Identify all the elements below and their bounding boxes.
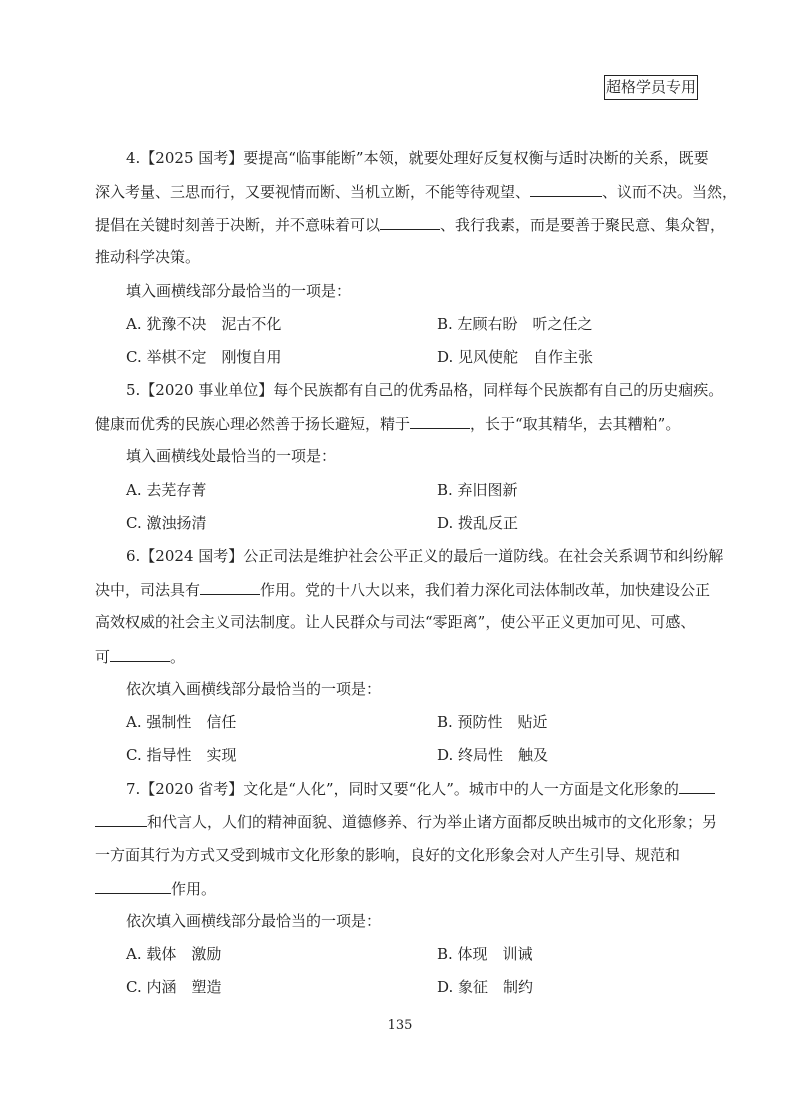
question-5-option-d: D. 拨乱反正 [437, 514, 519, 532]
question-7-option-b: B. 体现 训诫 [437, 945, 533, 963]
question-4-option-a: A. 犹豫不决 泥古不化 [126, 315, 282, 333]
question-7-line-1 [126, 778, 715, 799]
question-4-line-2-text-b: 、议而不决。当然， [602, 183, 738, 201]
question-7-line-3: 一方面其行为方式又受到城市文化形象的影响，良好的文化形象会对人产生引导、规范和 [95, 846, 681, 864]
question-4-line-4: 推动科学决策。 [95, 248, 201, 266]
page-number: 135 [387, 1018, 413, 1033]
question-7-option-a: A. 载体 激励 [126, 945, 222, 963]
question-6-option-d: D. 终局性 触及 [437, 746, 549, 764]
answer-blank [380, 214, 440, 230]
question-7-option-c: C. 内涵 塑造 [126, 978, 222, 996]
question-5-line-2-text-b: ，长于“取其精华，去其糟粕”。 [470, 415, 681, 433]
question-6-prompt: 依次填入画横线部分最恰当的一项是： [126, 680, 382, 698]
question-4-line-3-text-a: 提倡在关键时刻善于决断，并不意味着可以 [95, 216, 381, 234]
answer-blank-continued [95, 811, 147, 827]
question-4-line-3-text-b: 、我行我素，而是要善于聚民意、集众智， [440, 216, 726, 234]
question-5-line-1: 5.【2020 事业单位】每个民族都有自己的优秀品格，同样每个民族都有自己的历史痼疾。 [126, 381, 724, 399]
answer-blank [679, 778, 715, 794]
question-6-line-3: 高效权威的社会主义司法制度。让人民群众与司法“零距离”，使公平正义更加可见、可感、 [95, 613, 696, 631]
question-4-option-d: D. 见风使舵 自作主张 [437, 348, 594, 366]
question-5-option-a: A. 去芜存菁 [126, 481, 207, 499]
question-7-option-d: D. 象征 制约 [437, 978, 534, 996]
question-6-line-1: 6.【2024 国考】公正司法是维护社会公平正义的最后一道防线。在社会关系调节和纠纷解 [126, 547, 724, 565]
question-4-line-1: 4.【2025 国考】要提高“临事能断”本领，就要处理好反复权衡与适时决断的关系，既要 [126, 149, 709, 167]
question-6-line-2-text-a: 决中，司法具有 [95, 581, 201, 599]
question-5-option-b: B. 弃旧图新 [437, 481, 518, 499]
question-4-line-2 [95, 181, 737, 202]
question-4-prompt: 填入画横线部分最恰当的一项是： [126, 282, 352, 300]
question-5-line-2 [95, 413, 680, 434]
question-6-line-2-text-b: 作用。党的十八大以来，我们着力深化司法体制改革，加快建设公正 [260, 581, 711, 599]
question-5-prompt: 填入画横线处最恰当的一项是： [126, 447, 337, 465]
question-4-option-b: B. 左顾右盼 听之任之 [437, 315, 593, 333]
answer-blank [410, 413, 470, 429]
question-6-option-c: C. 指导性 实现 [126, 746, 237, 764]
question-6-option-b: B. 预防性 贴近 [437, 713, 548, 731]
question-6-option-a: A. 强制性 信任 [126, 713, 237, 731]
question-7-prompt: 依次填入画横线部分最恰当的一项是： [126, 912, 382, 930]
question-5-line-2-text-a: 健康而优秀的民族心理必然善于扬长避短，精于 [95, 415, 411, 433]
question-6-line-4-text-a: 可 [95, 648, 111, 666]
question-4-line-3 [95, 214, 725, 235]
question-6-line-4-text-b: 。 [170, 648, 186, 666]
question-7-line-2 [95, 811, 717, 832]
question-6-line-4 [95, 646, 185, 667]
question-7-line-1-text: 7.【2020 省考】文化是“人化”，同时又要“化人”。城市中的人一方面是文化形象的 [126, 780, 679, 798]
question-6-line-2 [95, 579, 710, 600]
answer-blank [200, 579, 260, 595]
question-4-option-c: C. 举棋不定 刚愎自用 [126, 348, 282, 366]
question-4-line-2-text-a: 深入考量、三思而行，又要视情而断、当机立断，不能等待观望、 [95, 183, 531, 201]
question-7-line-4 [95, 878, 216, 899]
answer-blank [110, 646, 170, 662]
question-5-option-c: C. 激浊扬清 [126, 514, 207, 532]
answer-blank [530, 181, 602, 197]
student-only-tag: 超格学员专用 [604, 75, 698, 100]
question-7-line-2-text: 和代言人，人们的精神面貌、道德修养、行为举止诸方面都反映出城市的文化形象；另 [147, 813, 718, 831]
question-7-line-4-text: 作用。 [171, 880, 217, 898]
answer-blank [95, 878, 171, 894]
